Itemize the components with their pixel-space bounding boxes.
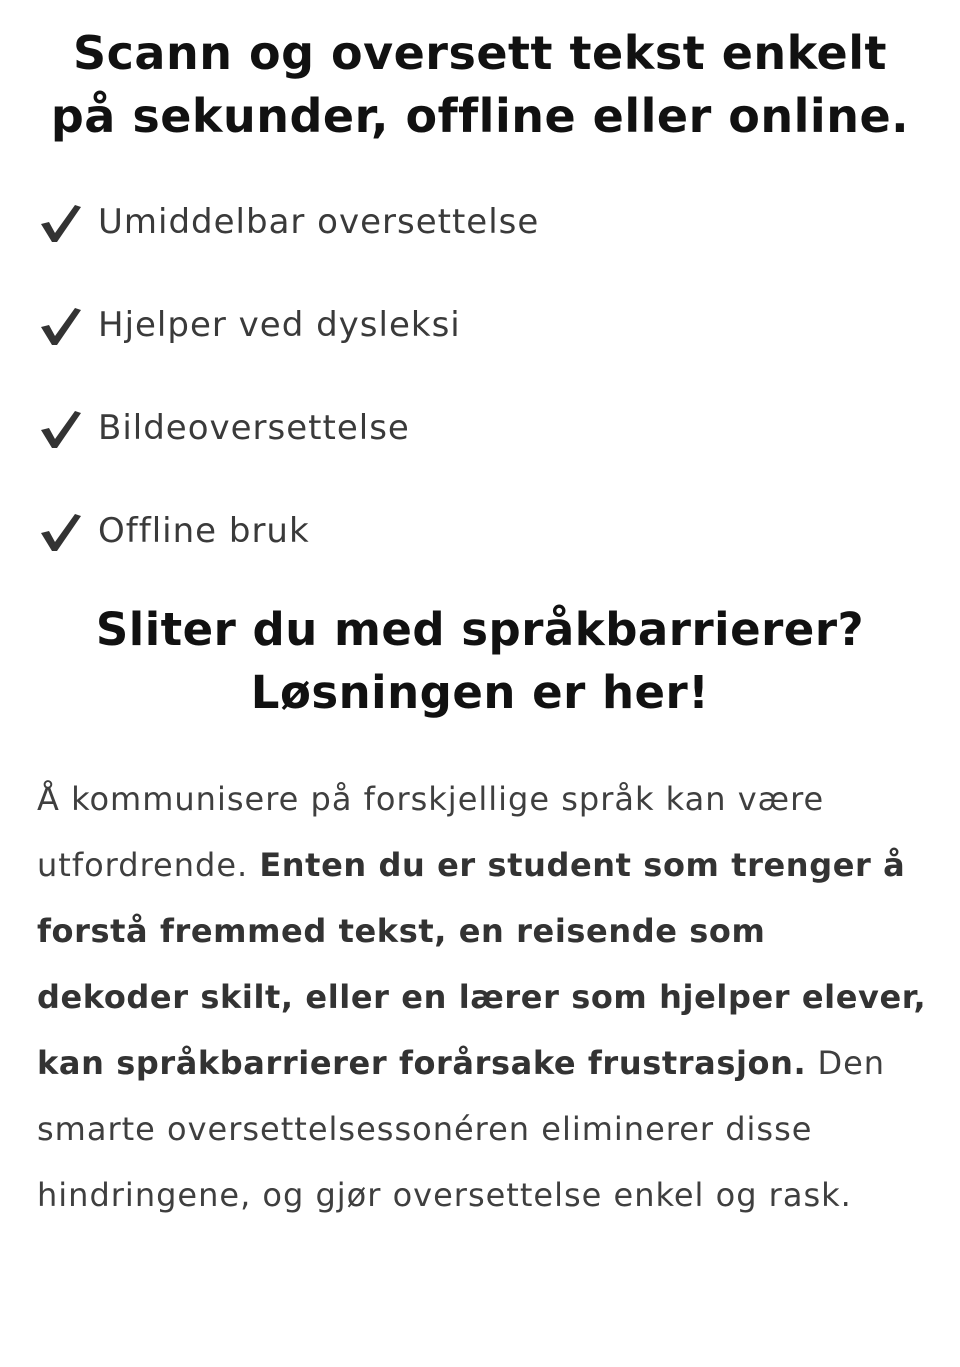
section-title-line2: Løsningen er her! <box>250 666 710 719</box>
feature-item <box>38 499 539 563</box>
body-paragraph <box>37 766 927 1228</box>
check-icon <box>38 406 82 450</box>
feature-item <box>38 190 539 254</box>
hero-title-line1: Scann og oversett tekst enkelt <box>73 26 887 80</box>
feature-label: Hjelper ved dysleksi <box>98 305 461 345</box>
check-icon <box>38 200 82 244</box>
hero-title <box>0 22 960 148</box>
paragraph-outro: Den smarte oversettelsessonéren eliminerer disse hindringene, og gjør oversettelse enkel og rask. <box>37 1044 886 1214</box>
feature-label: Offline bruk <box>98 511 310 551</box>
feature-label: Bildeoversettelse <box>98 408 410 448</box>
paragraph-bold: Enten du er student som trenger å forstå fremmed tekst, en reisende som dekoder skilt, eller en lærer som hjelper elever, kan språkbarrierer forårsake frustrasjon. <box>37 846 927 1082</box>
section-title-line1: Sliter du med språkbarrierer? <box>95 603 865 656</box>
hero-title-line2: på sekunder, offline eller online. <box>50 89 910 143</box>
feature-item <box>38 293 539 357</box>
check-icon <box>38 303 82 347</box>
check-icon <box>38 509 82 553</box>
feature-label: Umiddelbar oversettelse <box>98 202 540 242</box>
feature-list <box>38 190 539 602</box>
section-title <box>0 598 960 724</box>
paragraph-intro: Å kommunisere på forskjellige språk kan være utfordrende. <box>37 780 825 884</box>
feature-item <box>38 396 539 460</box>
